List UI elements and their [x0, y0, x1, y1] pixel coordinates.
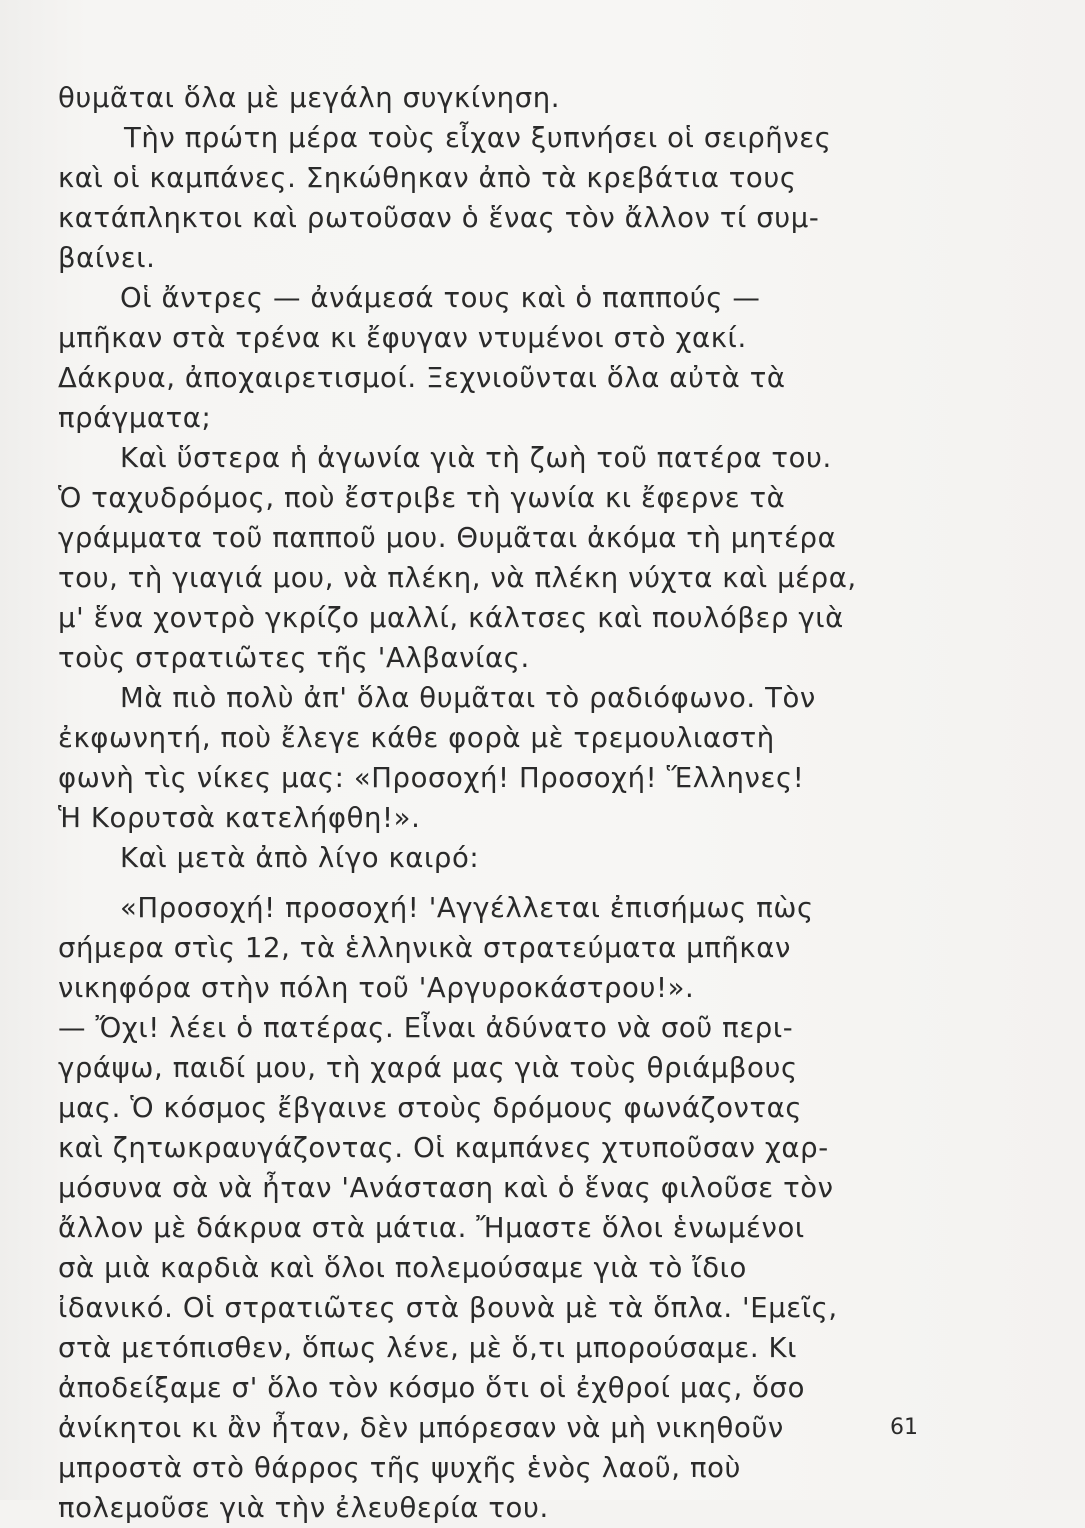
text-line: «Προσοχή! προσοχή! 'Αγγέλλεται ἐπισήμως πὼς [120, 892, 814, 924]
text-line: μόσυνα σὰ νὰ ἦταν 'Ανάσταση καὶ ὁ ἕνας φιλοῦσε τὸν [58, 1172, 834, 1204]
text-line: μπῆκαν στὰ τρένα κι ἔφυγαν ντυμένοι στὸ χακί. [58, 322, 747, 354]
text-line: Ὁ ταχυδρόμος, ποὺ ἔστριβε τὴ γωνία κι ἔφερνε τὰ [58, 482, 786, 514]
text-line: τοὺς στρατιῶτες τῆς 'Αλβανίας. [58, 642, 530, 674]
text-line: Τὴν πρώτη μέρα τοὺς εἶχαν ξυπνήσει οἱ σειρῆνες [124, 122, 832, 154]
text-line: ἐκφωνητή, ποὺ ἔλεγε κάθε φορὰ μὲ τρεμουλιαστὴ [58, 722, 775, 754]
text-line: φωνὴ τὶς νίκες μας: «Προσοχή! Προσοχή! Ἕλληνες! [58, 762, 805, 794]
text-line: κατάπληκτοι καὶ ρωτοῦσαν ὁ ἕνας τὸν ἄλλον τί συμ- [58, 202, 820, 234]
text-line: ἰδανικό. Οἱ στρατιῶτες στὰ βουνὰ μὲ τὰ ὅπλα. 'Εμεῖς, [58, 1292, 838, 1324]
text-line: Μὰ πιὸ πολὺ ἀπ' ὅλα θυμᾶται τὸ ραδιόφωνο. Τὸν [120, 682, 816, 714]
text-line: Καὶ ὕστερα ἡ ἀγωνία γιὰ τὴ ζωὴ τοῦ πατέρα του. [120, 442, 832, 474]
text-line: του, τὴ γιαγιά μου, νὰ πλέκη, νὰ πλέκη νύχτα καὶ μέρα, [58, 562, 857, 594]
text-line: γράμματα τοῦ παπποῦ μου. Θυμᾶται ἀκόμα τὴ μητέρα [58, 522, 837, 554]
text-line: ἀνίκητοι κι ἂν ἦταν, δὲν μπόρεσαν νὰ μὴ νικηθοῦν [58, 1412, 784, 1444]
text-line: καὶ οἱ καμπάνες. Σηκώθηκαν ἀπὸ τὰ κρεβάτια τους [58, 162, 797, 194]
text-line: μας. Ὁ κόσμος ἔβγαινε στοὺς δρόμους φωνάζοντας [58, 1092, 803, 1124]
text-line: πολεμοῦσε γιὰ τὴν ἐλευθερία του. [58, 1492, 549, 1524]
text-line: πράγματα; [58, 402, 212, 434]
text-line: μ' ἕνα χοντρὸ γκρίζο μαλλί, κάλτσες καὶ πουλόβερ γιὰ [58, 602, 844, 634]
text-line: θυμᾶται ὅλα μὲ μεγάλη συγκίνηση. [58, 82, 561, 114]
text-line: ἀποδείξαμε σ' ὅλο τὸν κόσμο ὅτι οἱ ἐχθροί μας, ὅσο [58, 1372, 806, 1404]
text-line: καὶ ζητωκραυγάζοντας. Οἱ καμπάνες χτυποῦσαν χαρ- [58, 1132, 829, 1164]
text-line: γράψω, παιδί μου, τὴ χαρά μας γιὰ τοὺς θριάμβους [58, 1052, 798, 1084]
text-line: νικηφόρα στὴν πόλη τοῦ 'Αργυροκάστρου!». [58, 972, 695, 1004]
text-line: Δάκρυα, ἀποχαιρετισμοί. Ξεχνιοῦνται ὅλα αὐτὰ τὰ [58, 362, 786, 394]
text-line: Οἱ ἄντρες — ἀνάμεσά τους καὶ ὁ παππούς — [120, 282, 761, 314]
text-line: — Ὄχι! λέει ὁ πατέρας. Εἶναι ἀδύνατο νὰ σοῦ περι- [58, 1012, 794, 1044]
text-line: Καὶ μετὰ ἀπὸ λίγο καιρό: [120, 842, 480, 874]
text-line: σήμερα στὶς 12, τὰ ἑλληνικὰ στρατεύματα μπῆκαν [58, 932, 791, 964]
text-line: βαίνει. [58, 242, 156, 274]
page-number: 61 [890, 1415, 918, 1440]
text-line: στὰ μετόπισθεν, ὅπως λένε, μὲ ὅ,τι μπορούσαμε. Κι [58, 1332, 798, 1364]
text-line: ἄλλον μὲ δάκρυα στὰ μάτια. Ἤμαστε ὅλοι ἑνωμένοι [58, 1212, 805, 1244]
text-line: Ἡ Κορυτσὰ κατελήφθη!». [58, 802, 421, 834]
text-line: σὰ μιὰ καρδιὰ καὶ ὅλοι πολεμούσαμε γιὰ τὸ ἴδιο [58, 1252, 747, 1284]
text-line: μπροστὰ στὸ θάρρος τῆς ψυχῆς ἑνὸς λαοῦ, ποὺ [58, 1452, 742, 1484]
